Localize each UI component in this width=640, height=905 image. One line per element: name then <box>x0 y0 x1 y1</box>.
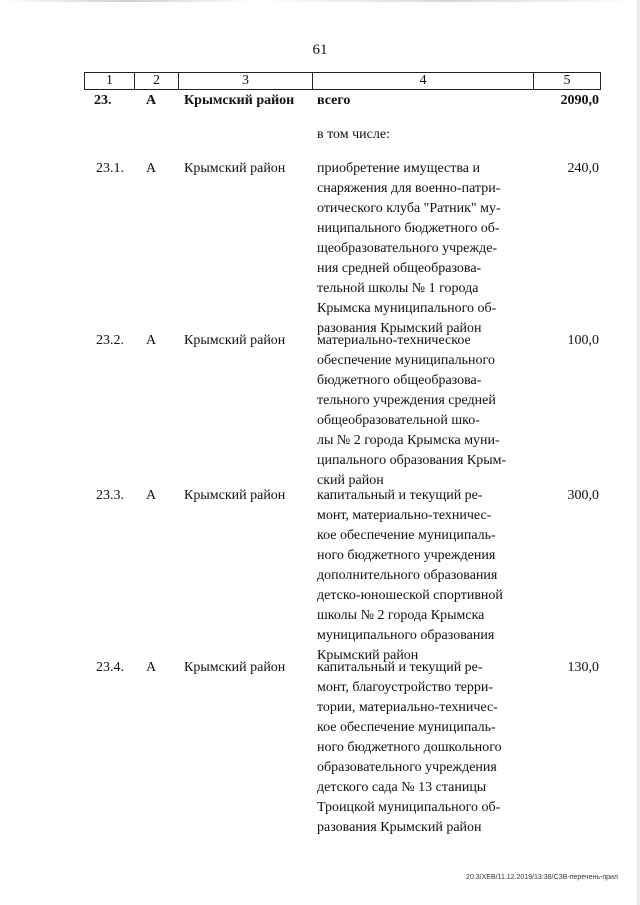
row-number: 23.4. <box>96 660 124 675</box>
header-col-4: 4 <box>313 73 534 89</box>
row-number: 23. <box>94 93 112 108</box>
description-line: материально-техническое <box>317 333 471 348</box>
row-district: Крымский район <box>184 660 286 675</box>
description-line: разования Крымский район <box>317 321 482 336</box>
description-line: ного бюджетного дошкольного <box>317 740 502 755</box>
description-line: лы № 2 города Крымска муни- <box>317 433 500 448</box>
document-footer: 20.3/ХЕВ/11.12.2019/13:38/СЗВ-перечень-прил <box>466 874 618 881</box>
description-line: тории, материально-техничес- <box>317 700 498 715</box>
row-description: всего <box>317 93 351 108</box>
description-line: общеобразовательной шко- <box>317 413 480 428</box>
description-line: дополнительного образования <box>317 568 498 583</box>
header-col-3: 3 <box>179 73 313 89</box>
description-line: ного бюджетного учреждения <box>317 548 496 563</box>
row-amount: 130,0 <box>567 660 599 675</box>
description-line: ния средней общеобразова- <box>317 261 482 276</box>
row-district: Крымский район <box>184 333 286 348</box>
description-line: кое обеспечение муниципаль- <box>317 720 496 735</box>
description-line: детского сада № 13 станицы <box>317 780 487 795</box>
description-line: разования Крымский район <box>317 820 482 835</box>
description-line: кое обеспечение муниципаль- <box>317 528 496 543</box>
description-line: Крымска муниципального об- <box>317 301 497 316</box>
row-category: А <box>146 333 157 348</box>
description-line: снаряжения для военно-патри- <box>317 181 501 196</box>
row-amount: 2090,0 <box>560 93 599 108</box>
row-district: Крымский район <box>184 488 286 503</box>
row-description <box>317 331 524 491</box>
description-line: детско-юношеской спортивной <box>317 588 503 603</box>
description-line: Троицкой муниципального об- <box>317 800 501 815</box>
row-description <box>317 658 524 838</box>
row-number: 23.3. <box>96 488 124 503</box>
row-district: Крымский район <box>184 161 286 176</box>
row-category: А <box>146 161 157 176</box>
description-line: образовательного учреждения <box>317 760 497 775</box>
row-category: А <box>146 660 157 675</box>
row-category: А <box>146 93 157 108</box>
description-line: тельного учреждения средней <box>317 393 496 408</box>
page-number: 61 <box>312 42 328 58</box>
row-number: 23.1. <box>96 161 124 176</box>
row-amount: 100,0 <box>567 333 599 348</box>
description-line: монт, благоустройство терри- <box>317 680 494 695</box>
description-line: щеобразовательного учрежде- <box>317 241 498 256</box>
description-line: отического клуба "Ратник" му- <box>317 201 501 216</box>
description-line: монт, материально-техничес- <box>317 508 492 523</box>
row-amount: 240,0 <box>567 161 599 176</box>
description-line: приобретение имущества и <box>317 161 481 176</box>
row-description <box>317 159 524 339</box>
description-line: бюджетного общеобразова- <box>317 373 482 388</box>
row-amount: 300,0 <box>567 488 599 503</box>
description-line: тельной школы № 1 города <box>317 281 479 296</box>
header-col-2: 2 <box>135 73 179 89</box>
description-line: обеспечение муниципального <box>317 353 495 368</box>
scan-artifact-top <box>0 0 640 2</box>
description-line: ский район <box>317 473 384 488</box>
description-line: школы № 2 города Крымска <box>317 608 485 623</box>
description-line: капитальный и текущий ре- <box>317 660 483 675</box>
including-label: в том числе: <box>317 127 390 142</box>
row-number: 23.2. <box>96 333 124 348</box>
row-description <box>317 486 524 666</box>
table-header <box>84 72 601 90</box>
description-line: ниципального бюджетного об- <box>317 221 500 236</box>
description-line: ципального образования Крым- <box>317 453 507 468</box>
header-col-1: 1 <box>85 73 135 89</box>
description-line: муниципального образования <box>317 628 495 643</box>
description-line: капитальный и текущий ре- <box>317 488 483 503</box>
row-district: Крымский район <box>184 93 295 108</box>
header-col-5: 5 <box>563 73 571 88</box>
row-category: А <box>146 488 157 503</box>
description-line: Крымский район <box>317 648 419 663</box>
